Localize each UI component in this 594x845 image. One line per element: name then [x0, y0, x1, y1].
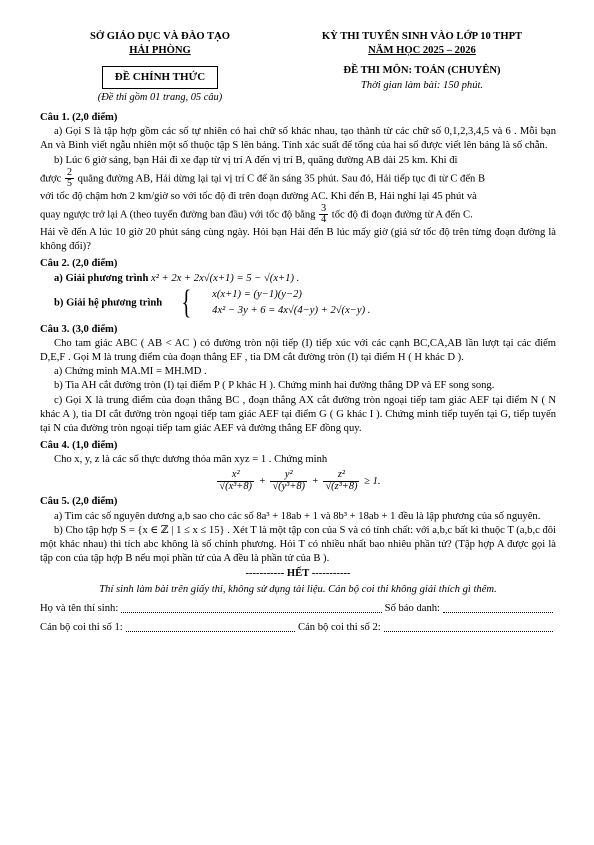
question-title: Câu 2. (2,0 điểm)	[40, 258, 118, 270]
plus-sign: +	[258, 475, 266, 487]
inequality	[40, 470, 556, 493]
exam-header	[40, 30, 556, 105]
pages-note: (Đề thi gồm 01 trang, 05 câu)	[97, 92, 223, 104]
proctor-1-blank	[126, 621, 295, 632]
question-3a: a) Chứng minh MA.MI = MH.MD .	[54, 366, 207, 378]
equation-2: 4x² − 3y + 6 = 4x√(4−y) + 2√(x−y) .	[212, 304, 371, 316]
proctor-2-blank	[384, 621, 553, 632]
school-year: NĂM HỌC 2025 – 2026	[368, 45, 476, 57]
exam-subject: ĐỀ THI MÔN: TOÁN (CHUYÊN)	[343, 65, 501, 77]
candidate-line	[40, 602, 556, 616]
question-1b-line5: Hải về đến A lúc 10 giờ 20 phút sáng cùng ngày. Hỏi bạn Hải đến B lúc mấy giờ (giả sử tốc độ trên từng đoạn đường là không đổi)?	[40, 226, 556, 253]
fraction-z	[323, 470, 359, 493]
numerator: z²	[323, 470, 359, 482]
brace-icon: {	[181, 283, 192, 321]
proctor-2-label: Cán bộ coi thi số 2:	[298, 621, 381, 633]
question-5b: b) Cho tập hợp S = {x ∈ ℤ | 1 ≤ x ≤ 15} . Xét T là một tập con của S và có tính chất: với a,b,c bất kì thuộc T (a,b,c đôi một khác nhau) thì tích abc không là số chính phương. Hỏi T có nhiều nhất bao nhiêu phần tử? (Tập hợp A được gọi là tập con của tập hợp B nếu mọi phần tử của A đều là phần tử của B ).	[40, 524, 556, 565]
question-5	[40, 495, 556, 566]
candidate-number-label: Số báo danh:	[384, 602, 440, 614]
question-1b-line4	[40, 204, 556, 226]
equation-1: x(x+1) = (y−1)(y−2)	[212, 289, 302, 301]
city-name: HẢI PHÒNG	[129, 45, 191, 57]
instructions-note: Thí sinh làm bài trên giấy thi, không sử dụng tài liệu. Cán bộ coi thi không giải thích gì thêm.	[99, 583, 497, 595]
question-1b-line3: với tốc độ chậm hơn 2 km/giờ so với tốc độ đi trên đoạn đường AC. Khi đến B, Hải nghỉ lại 45 phút và	[40, 190, 477, 202]
proctor-line	[40, 621, 556, 635]
question-1	[40, 111, 556, 254]
question-title: Câu 5. (2,0 điểm)	[40, 496, 118, 508]
question-1b-line2	[40, 168, 556, 190]
text: quãng đường AB, Hải dừng lại tại vị trí C để ăn sáng 35 phút. Sau đó, Hải tiếp tục đi từ C đến B	[77, 173, 486, 185]
header-left	[40, 30, 280, 105]
question-3	[40, 323, 556, 437]
fraction-two-fifths	[65, 168, 74, 190]
proctor-1-label: Cán bộ coi thi số 1:	[40, 621, 123, 633]
denominator: 5	[67, 178, 72, 190]
numerator: y²	[270, 470, 307, 482]
question-title: Câu 1. (2,0 điểm)	[40, 112, 118, 124]
denominator: √(z³+8)	[325, 480, 358, 492]
equation: x² + 2x + 2x√(x+1) = 5 − √(x+1) .	[151, 272, 300, 284]
question-4	[40, 439, 556, 492]
department-name: SỞ GIÁO DỤC VÀ ĐÀO TẠO	[90, 31, 230, 42]
question-2b	[40, 283, 556, 321]
candidate-name-blank	[121, 602, 381, 613]
exam-time: Thời gian làm bài: 150 phút.	[360, 79, 484, 91]
inequality-rhs: ≥ 1.	[364, 475, 381, 487]
question-5a: a) Tìm các số nguyên dương a,b sao cho các số 8a³ + 18ab + 1 và 8b³ + 18ab + 1 đều là lập phương của số nguyên.	[54, 510, 541, 522]
exam-page	[40, 30, 556, 635]
question-2a	[40, 272, 556, 286]
end-marker: ----------- HẾT -----------	[245, 568, 351, 580]
plus-sign: +	[311, 475, 319, 487]
equation-system	[165, 283, 371, 321]
fraction-three-quarters	[319, 204, 328, 226]
denominator: √(y³+8)	[272, 480, 306, 492]
official-stamp: ĐỀ CHÍNH THỨC	[102, 66, 218, 89]
candidate-number-blank	[443, 602, 553, 613]
question-4-intro: Cho x, y, z là các số thực dương thỏa mãn xyz = 1 . Chứng minh	[54, 454, 328, 466]
question-title: Câu 3. (3,0 điểm)	[40, 323, 118, 335]
text: quay ngược trở lại A (theo tuyến đường ban đầu) với tốc độ bằng	[40, 209, 316, 221]
text: a) Giải phương trình	[54, 272, 149, 284]
question-title: Câu 4. (1,0 điểm)	[40, 440, 118, 452]
question-3b: b) Tia AH cắt đường tròn (I) tại điểm P ( P khác H ). Chứng minh hai đường thẳng DP và EF song song.	[54, 380, 495, 392]
header-right	[288, 30, 556, 105]
question-3c: c) Gọi X là trung điểm của đoạn thẳng BC , đoạn thẳng AX cắt đường tròn ngoại tiếp tam giác AEF tại điểm N ( N khác A ), tia DI cắt đường tròn ngoại tiếp tam giác AEF tại điểm G ( G khác I ). Chứng minh tiếp tuyến tại G, tiếp tuyến tại N của đường tròn ngoại tiếp tam giác AEF và đường thẳng EF đồng quy.	[40, 394, 556, 435]
question-1b-line1: b) Lúc 6 giờ sáng, bạn Hải đi xe đạp từ vị trí A đến vị trí B, quãng đường AB dài 25 km. Khi đi	[54, 154, 458, 166]
text: b) Giải hệ phương trình	[54, 297, 163, 309]
fraction-y	[270, 470, 307, 493]
text: tốc độ đi đoạn đường từ A đến C.	[331, 209, 473, 221]
numerator: x²	[217, 470, 254, 482]
question-1a: a) Gọi S là tập hợp gồm các số tự nhiên có hai chữ số khác nhau, tạo thành từ các chữ số 0,1,2,3,4,5 và 6 . Mỗi bạn An và Bình viết ngẫu nhiên một số thuộc tập S lên bảng. Tính xác suất để tổng của hai số được viết lên bảng là số chẵn.	[40, 126, 556, 152]
question-3-intro: Cho tam giác ABC ( AB < AC ) có đường tròn nội tiếp (I) tiếp xúc với các cạnh BC,CA,AB lần lượt tại các điểm D,E,F . Gọi M là trung điểm của đoạn thẳng EF , tia DM cắt đường tròn (I) tại điểm H ( H khác D ).	[40, 337, 556, 364]
fraction-x	[217, 470, 254, 493]
question-2	[40, 257, 556, 319]
denominator: 4	[321, 214, 327, 226]
numerator: 3	[321, 202, 327, 214]
denominator: √(x³+8)	[219, 480, 252, 492]
text: được	[40, 173, 62, 185]
numerator: 2	[67, 166, 72, 178]
candidate-name-label: Họ và tên thí sinh:	[40, 602, 119, 614]
exam-name: KỲ THI TUYỂN SINH VÀO LỚP 10 THPT	[321, 31, 523, 42]
